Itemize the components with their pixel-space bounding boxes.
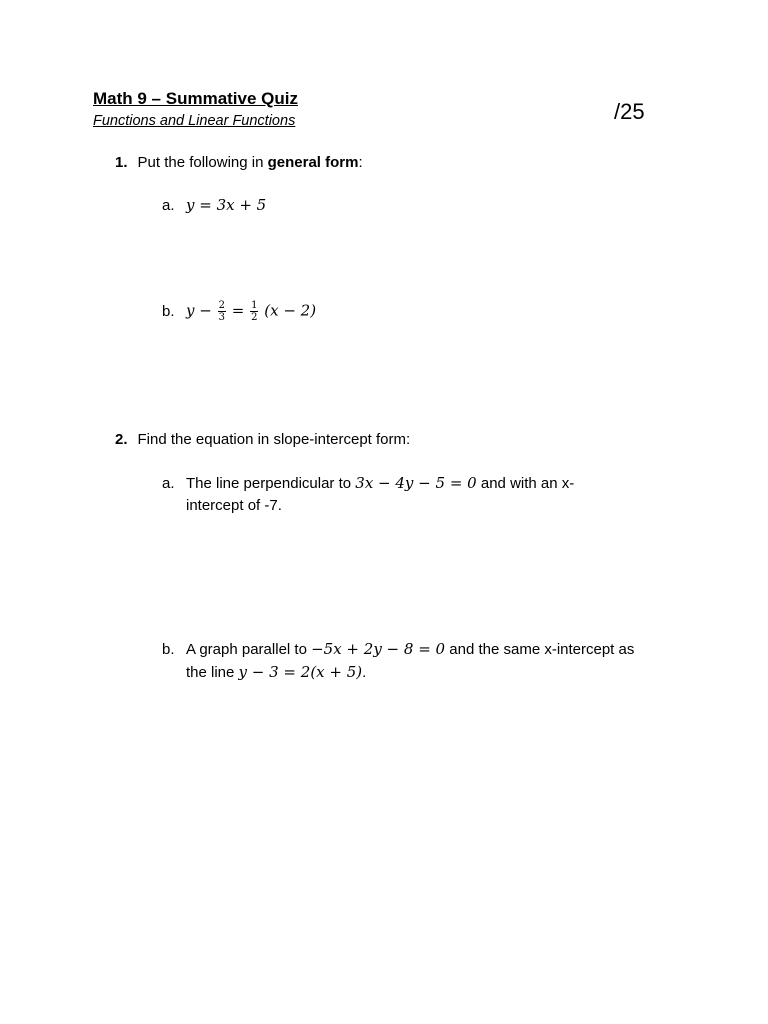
score-total: /25 xyxy=(614,99,645,124)
fraction-2-denominator: 2 xyxy=(251,312,258,323)
question-1a-label: a. xyxy=(162,197,175,214)
question-2b-line-2-equation: y − 3 = 2(x + 5) xyxy=(238,663,363,681)
question-2a-line-2: intercept of -7. xyxy=(186,497,282,514)
question-1-prompt-pre: Put the following in xyxy=(137,154,268,171)
question-1b-equals: = xyxy=(231,301,245,320)
question-2b-text-post: and the same x-intercept as xyxy=(445,641,635,658)
question-2-prompt: Find the equation in slope-intercept form: xyxy=(137,431,411,448)
question-2b-line-2 xyxy=(186,661,634,684)
question-2-number: 2. xyxy=(115,431,128,448)
question-2b xyxy=(162,638,634,684)
question-1-number: 1. xyxy=(115,154,128,171)
question-2 xyxy=(115,431,410,448)
question-1-prompt xyxy=(138,154,363,171)
question-2b-line-2-post: . xyxy=(362,664,367,681)
question-1 xyxy=(115,154,363,171)
question-1b-lhs: y − xyxy=(186,301,212,320)
question-1b-equation xyxy=(186,300,316,323)
quiz-title: Math 9 – Summative Quiz xyxy=(93,89,298,108)
question-1b-label: b. xyxy=(162,302,175,320)
question-2a-text-pre: The line perpendicular to xyxy=(186,475,356,492)
fraction-1-denominator: 3 xyxy=(218,312,225,323)
question-2a-equation: 3x − 4y − 5 = 0 xyxy=(355,474,477,492)
question-1b-fraction-2 xyxy=(250,300,258,323)
question-1-prompt-post: : xyxy=(358,154,363,171)
question-2a-label: a. xyxy=(162,475,175,492)
question-2a-body xyxy=(186,472,574,517)
question-2a-text-post: and with an x- xyxy=(476,475,575,492)
question-2b-body xyxy=(186,638,634,684)
question-1a-equation: y = 3x + 5 xyxy=(186,196,267,214)
question-1b-rhs: (x − 2) xyxy=(264,301,317,320)
fraction-2-numerator: 1 xyxy=(251,300,258,311)
fraction-1-numerator: 2 xyxy=(218,300,225,311)
question-2a xyxy=(162,472,574,517)
question-1b xyxy=(162,300,316,323)
question-2a-line-1 xyxy=(186,472,574,495)
quiz-subtitle: Functions and Linear Functions xyxy=(93,113,296,129)
question-2b-label: b. xyxy=(162,641,175,658)
question-1-prompt-bold: general form xyxy=(267,154,359,171)
question-1b-fraction-1 xyxy=(218,300,226,323)
question-2b-equation: −5x + 2y − 8 = 0 xyxy=(311,640,446,658)
question-2b-line-1 xyxy=(186,638,634,661)
question-1a xyxy=(162,196,266,214)
question-2b-text-pre: A graph parallel to xyxy=(186,641,312,658)
question-2b-line-2-pre: the line xyxy=(186,664,239,681)
